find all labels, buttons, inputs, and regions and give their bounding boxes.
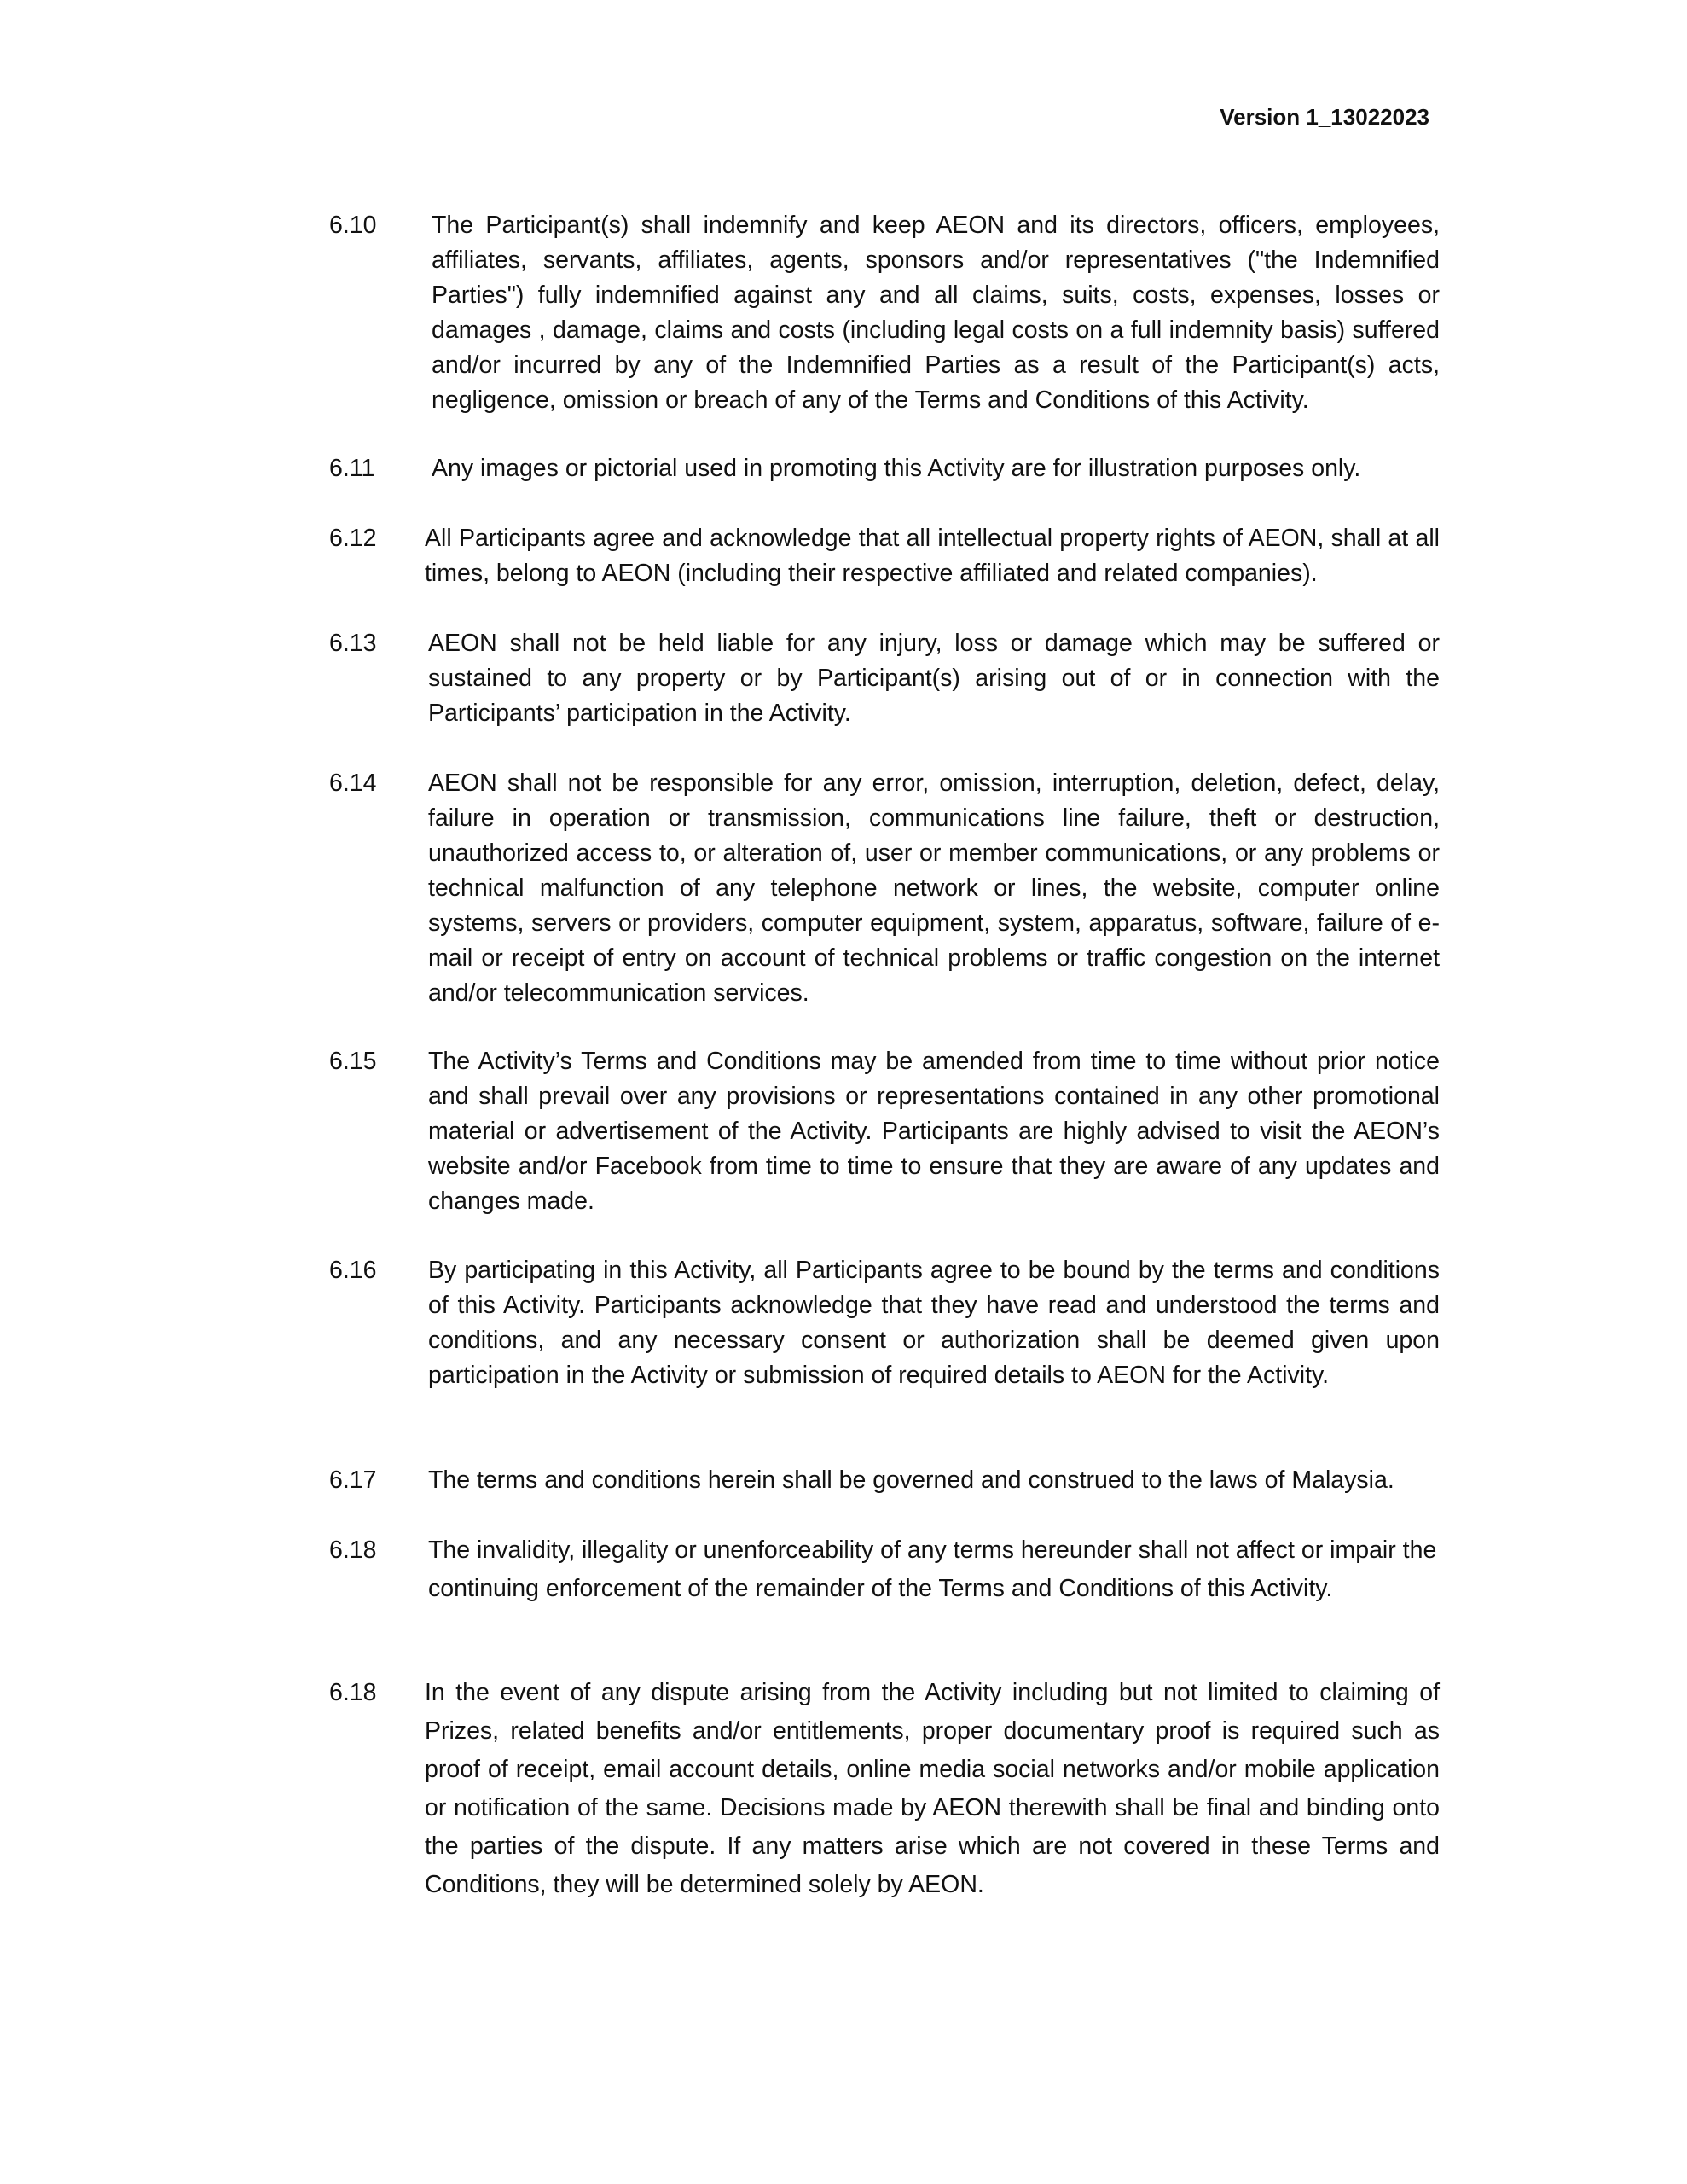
- clause-text: AEON shall not be held liable for any injury, loss or damage which may be suffered or sustained to any property or by Participant(s) arising out of or in connection with the Participants’ participation in the Activity.: [428, 630, 1440, 727]
- clause-number: 6.13: [329, 630, 377, 657]
- clause-6-17: [329, 1463, 1440, 1498]
- clause-6-13: [329, 626, 1440, 731]
- clause-6-10: [329, 208, 1440, 418]
- clause-number: 6.10: [329, 212, 377, 239]
- clause-6-15: [329, 1044, 1440, 1219]
- clause-number: 6.18: [329, 1679, 377, 1706]
- clause-text: In the event of any dispute arising from the Activity including but not limited to claiming of Prizes, related benefits and/or entitlements, proper documentary proof is required such as proof of receipt, email account details, online media social networks and/or mobile application or notification of the same. Decisions made by AEON therewith shall be final and binding onto the parties of the dispute. If any matters arise which are not covered in these Terms and Conditions, they will be determined solely by AEON.: [425, 1679, 1440, 1898]
- clause-number: 6.11: [329, 455, 375, 482]
- clause-6-11: [329, 451, 1440, 486]
- clause-text: The invalidity, illegality or unenforceability of any terms hereunder shall not affect or impair the continuing enforcement of the remainder of the Terms and Conditions of this Activity.: [428, 1536, 1437, 1602]
- clause-text: The terms and conditions herein shall be governed and construed to the laws of Malaysia.: [428, 1467, 1394, 1494]
- clause-number: 6.16: [329, 1257, 377, 1284]
- clause-text: By participating in this Activity, all Participants agree to be bound by the terms and conditions of this Activity. Participants acknowledge that they have read and understood the terms and conditions, and any necessary consent or authorization shall be deemed given upon participation in the Activity or submission of required details to AEON for the Activity.: [428, 1257, 1440, 1389]
- clause-number: 6.12: [329, 525, 377, 552]
- clause-6-14: [329, 766, 1440, 1011]
- clause-6-12: [329, 521, 1440, 591]
- clause-6-16: [329, 1253, 1440, 1393]
- clause-6-18-b: [329, 1674, 1440, 1904]
- version-label: Version 1_13022023: [1220, 104, 1429, 130]
- clause-text: Any images or pictorial used in promoting this Activity are for illustration purposes only.: [432, 455, 1361, 482]
- clause-number: 6.17: [329, 1467, 377, 1494]
- clause-6-18-a: [329, 1531, 1440, 1608]
- clause-text: The Activity’s Terms and Conditions may be amended from time to time without prior notice and shall prevail over any provisions or representations contained in any other promotional material or advertisement of the Activity. Participants are highly advised to visit the AEON’s website and/or Facebook from time to time to ensure that they are aware of any updates and changes made.: [428, 1048, 1440, 1215]
- clause-text: All Participants agree and acknowledge that all intellectual property rights of AEON, shall at all times, belong to AEON (including their respective affiliated and related companies).: [425, 525, 1440, 587]
- clause-text: The Participant(s) shall indemnify and keep AEON and its directors, officers, employees, affiliates, servants, affiliates, agents, sponsors and/or representatives ("the Indemnified Parties") fully indemnified against any and all claims, suits, costs, expenses, losses or damages , damage, claims and costs (including legal costs on a full indemnity basis) suffered and/or incurred by any of the Indemnified Parties as a result of the Participant(s) acts, negligence, omission or breach of any of the Terms and Conditions of this Activity.: [432, 212, 1440, 414]
- clause-number: 6.15: [329, 1048, 377, 1075]
- clause-number: 6.18: [329, 1536, 377, 1564]
- clause-number: 6.14: [329, 770, 377, 797]
- clause-text: AEON shall not be responsible for any error, omission, interruption, deletion, defect, delay, failure in operation or transmission, communications line failure, theft or destruction, unauthorized access to, or alteration of, user or member communications, or any problems or technical malfunction of any telephone network or lines, the website, computer online systems, servers or providers, computer equipment, system, apparatus, software, failure of e-mail or receipt of entry on account of technical problems or traffic congestion on the internet and/or telecommunication services.: [428, 770, 1440, 1007]
